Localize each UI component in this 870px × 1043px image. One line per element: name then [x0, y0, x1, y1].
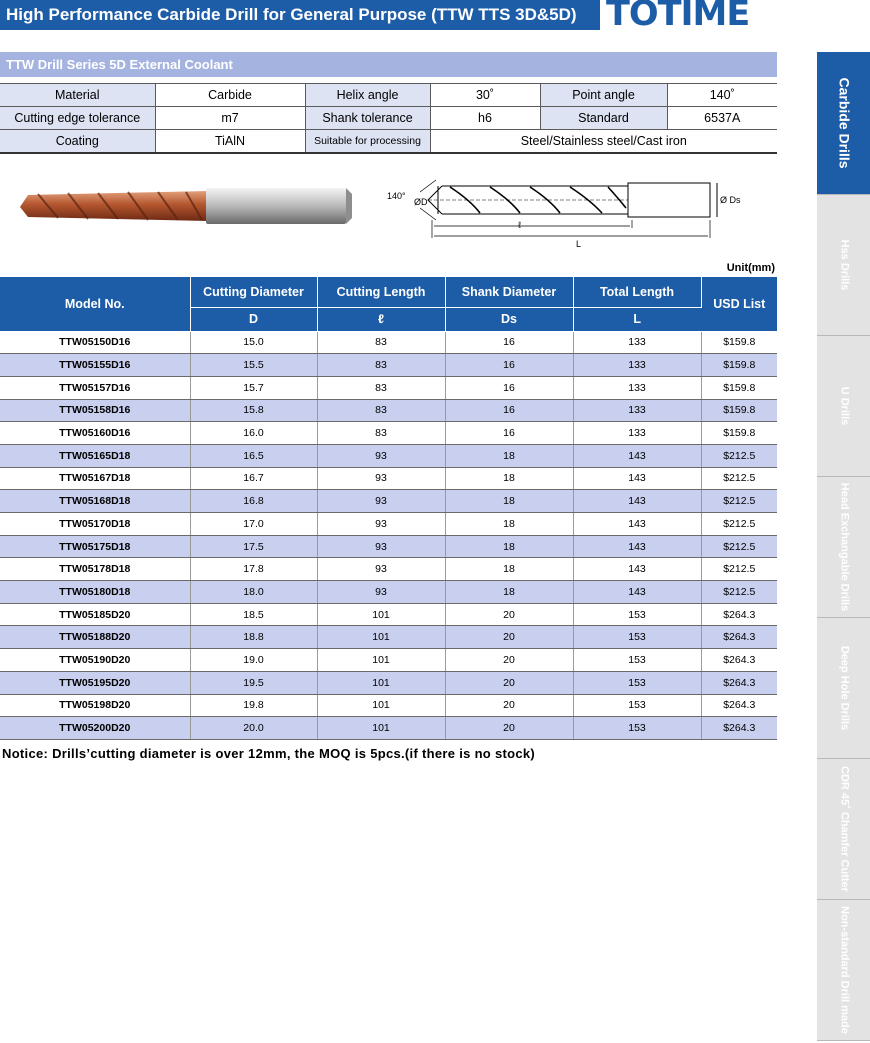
- price-cell: $212.5: [701, 558, 777, 581]
- model-cell: TTW05170D18: [0, 513, 190, 536]
- cutting-diameter-cell: 15.0: [190, 331, 317, 354]
- spec-value: Steel/Stainless steel/Cast iron: [430, 130, 777, 153]
- table-row: [0, 603, 777, 626]
- price-cell: $159.8: [701, 331, 777, 354]
- cutting-length-cell: 93: [317, 581, 445, 604]
- col-symbol-ds: Ds: [445, 307, 573, 331]
- point-angle-label: 140°: [387, 191, 406, 201]
- shank-diameter-cell: 20: [445, 694, 573, 717]
- cutting-length-label: ℓ: [518, 220, 521, 230]
- price-cell: $264.3: [701, 671, 777, 694]
- side-tab[interactable]: [817, 477, 870, 618]
- cutting-diameter-cell: 16.7: [190, 467, 317, 490]
- price-cell: $212.5: [701, 490, 777, 513]
- spec-value: m7: [155, 107, 305, 130]
- cutting-length-cell: 93: [317, 490, 445, 513]
- total-length-cell: 143: [573, 581, 701, 604]
- cutting-diameter-cell: 16.8: [190, 490, 317, 513]
- model-cell: TTW05200D20: [0, 717, 190, 740]
- side-tab-label: CDR 45˚ Chamfer Cutter: [838, 766, 850, 892]
- model-cell: TTW05175D18: [0, 535, 190, 558]
- total-length-cell: 143: [573, 535, 701, 558]
- total-length-cell: 143: [573, 444, 701, 467]
- table-row: [0, 626, 777, 649]
- price-cell: $264.3: [701, 626, 777, 649]
- price-cell: $212.5: [701, 535, 777, 558]
- cutting-length-cell: 93: [317, 535, 445, 558]
- model-cell: TTW05157D16: [0, 376, 190, 399]
- price-cell: $159.8: [701, 354, 777, 377]
- col-symbol-total: L: [573, 307, 701, 331]
- spec-value: TiAlN: [155, 130, 305, 153]
- spec-value: 140˚: [667, 84, 777, 107]
- spec-row: [0, 107, 777, 130]
- cutting-diameter-cell: 18.5: [190, 603, 317, 626]
- spec-value: h6: [430, 107, 540, 130]
- side-tab-label: Carbide Drills: [836, 77, 852, 169]
- spec-label: Helix angle: [305, 84, 430, 107]
- cutting-diameter-cell: 15.5: [190, 354, 317, 377]
- cutting-diameter-cell: 19.0: [190, 649, 317, 672]
- price-cell: $212.5: [701, 467, 777, 490]
- table-row: [0, 354, 777, 377]
- table-row: [0, 694, 777, 717]
- cutting-length-cell: 101: [317, 626, 445, 649]
- shank-diameter-cell: 20: [445, 603, 573, 626]
- spec-table: [0, 83, 777, 154]
- cutting-length-cell: 83: [317, 354, 445, 377]
- cutting-length-cell: 83: [317, 399, 445, 422]
- shank-diameter-cell: 16: [445, 331, 573, 354]
- table-row: [0, 444, 777, 467]
- cutting-diameter-cell: 19.8: [190, 694, 317, 717]
- cutting-diameter-cell: 18.8: [190, 626, 317, 649]
- cutting-length-cell: 83: [317, 422, 445, 445]
- model-cell: TTW05150D16: [0, 331, 190, 354]
- spec-value: 30˚: [430, 84, 540, 107]
- shank-diameter-cell: 16: [445, 399, 573, 422]
- shank-diameter-cell: 18: [445, 535, 573, 558]
- total-length-cell: 143: [573, 558, 701, 581]
- table-row: [0, 399, 777, 422]
- spec-label: Cutting edge tolerance: [0, 107, 155, 130]
- side-tab-label: Non-standard Drill made: [838, 906, 850, 1034]
- shank-diameter-cell: 18: [445, 581, 573, 604]
- cutting-length-cell: 83: [317, 376, 445, 399]
- model-cell: TTW05198D20: [0, 694, 190, 717]
- table-row: [0, 467, 777, 490]
- total-length-cell: 153: [573, 671, 701, 694]
- price-cell: $264.3: [701, 694, 777, 717]
- shank-diameter-cell: 16: [445, 376, 573, 399]
- shank-diameter-cell: 16: [445, 422, 573, 445]
- cutting-length-cell: 93: [317, 558, 445, 581]
- spec-value: 6537A: [667, 107, 777, 130]
- total-length-cell: 133: [573, 399, 701, 422]
- col-header-shank-diameter: Shank Diameter: [445, 277, 573, 307]
- shank-diameter-cell: 20: [445, 649, 573, 672]
- col-symbol-l: ℓ: [317, 307, 445, 331]
- side-tab[interactable]: [817, 336, 870, 477]
- price-cell: $159.8: [701, 422, 777, 445]
- side-tab[interactable]: [817, 759, 870, 900]
- spec-label: Standard: [540, 107, 667, 130]
- table-row: [0, 376, 777, 399]
- total-length-cell: 133: [573, 331, 701, 354]
- table-row: [0, 535, 777, 558]
- price-cell: $159.8: [701, 376, 777, 399]
- side-tab[interactable]: [817, 195, 870, 336]
- model-cell: TTW05160D16: [0, 422, 190, 445]
- table-row: [0, 671, 777, 694]
- model-cell: TTW05155D16: [0, 354, 190, 377]
- table-row: [0, 422, 777, 445]
- total-length-cell: 153: [573, 626, 701, 649]
- cutting-diameter-cell: 18.0: [190, 581, 317, 604]
- total-length-cell: 153: [573, 717, 701, 740]
- col-symbol-d: D: [190, 307, 317, 331]
- spec-label: Suitable for processing: [305, 130, 430, 153]
- side-tab-label: U Drills: [838, 386, 850, 426]
- moq-notice: Notice: Drills’cutting diameter is over 12mm, the MOQ is 5pcs.(if there is no stock): [2, 746, 536, 761]
- total-length-cell: 153: [573, 649, 701, 672]
- cutting-diameter-cell: 17.8: [190, 558, 317, 581]
- model-cell: TTW05178D18: [0, 558, 190, 581]
- cutting-diameter-cell: 16.5: [190, 444, 317, 467]
- section-title: TTW Drill Series 5D External Coolant: [0, 52, 777, 77]
- total-length-cell: 153: [573, 603, 701, 626]
- col-header-cutting-diameter: Cutting Diameter: [190, 277, 317, 307]
- cutting-diameter-cell: 16.0: [190, 422, 317, 445]
- cutting-length-cell: 101: [317, 649, 445, 672]
- price-cell: $264.3: [701, 649, 777, 672]
- table-row: [0, 717, 777, 740]
- cutting-length-cell: 101: [317, 671, 445, 694]
- product-table: [0, 277, 777, 740]
- model-cell: TTW05185D20: [0, 603, 190, 626]
- shank-diameter-label: Ø Ds: [720, 195, 741, 205]
- side-category-tabs: [817, 52, 870, 1041]
- totime-logo: TOTIME: [606, 0, 750, 34]
- unit-label: Unit(mm): [726, 262, 775, 274]
- table-row: [0, 558, 777, 581]
- shank-diameter-cell: 18: [445, 513, 573, 536]
- side-tab-label: Deep Hole Drills: [838, 645, 850, 731]
- drill-drawing: [380, 170, 750, 250]
- cutting-length-cell: 93: [317, 467, 445, 490]
- shank-diameter-cell: 18: [445, 467, 573, 490]
- cutting-diameter-cell: 17.0: [190, 513, 317, 536]
- cutting-diameter-cell: 15.8: [190, 399, 317, 422]
- model-cell: TTW05167D18: [0, 467, 190, 490]
- spec-row: [0, 130, 777, 153]
- shank-diameter-cell: 20: [445, 717, 573, 740]
- total-length-cell: 133: [573, 422, 701, 445]
- spec-row: [0, 84, 777, 107]
- shank-diameter-cell: 18: [445, 490, 573, 513]
- side-tab-label: Head Exchangable Drills: [838, 482, 850, 612]
- total-length-cell: 133: [573, 354, 701, 377]
- model-cell: TTW05168D18: [0, 490, 190, 513]
- page-title: High Performance Carbide Drill for General Purpose (TTW TTS 3D&5D): [0, 0, 600, 30]
- total-length-cell: 133: [573, 376, 701, 399]
- spec-value: Carbide: [155, 84, 305, 107]
- price-cell: $212.5: [701, 444, 777, 467]
- col-header-model: Model No.: [0, 277, 190, 331]
- cutting-diameter-cell: 17.5: [190, 535, 317, 558]
- price-cell: $212.5: [701, 513, 777, 536]
- table-row: [0, 513, 777, 536]
- price-cell: $264.3: [701, 717, 777, 740]
- cutting-length-cell: 83: [317, 331, 445, 354]
- model-cell: TTW05180D18: [0, 581, 190, 604]
- model-cell: TTW05195D20: [0, 671, 190, 694]
- total-length-cell: 143: [573, 513, 701, 536]
- cutting-diameter-cell: 20.0: [190, 717, 317, 740]
- side-tab[interactable]: [817, 618, 870, 759]
- shank-diameter-cell: 20: [445, 626, 573, 649]
- model-cell: TTW05165D18: [0, 444, 190, 467]
- spec-label: Shank tolerance: [305, 107, 430, 130]
- model-cell: TTW05190D20: [0, 649, 190, 672]
- shank-diameter-cell: 20: [445, 671, 573, 694]
- side-tab-label: Hss Drills: [838, 239, 850, 291]
- model-cell: TTW05188D20: [0, 626, 190, 649]
- table-row: [0, 581, 777, 604]
- total-length-cell: 143: [573, 490, 701, 513]
- cutting-diameter-cell: 19.5: [190, 671, 317, 694]
- col-header-total-length: Total Length: [573, 277, 701, 307]
- price-cell: $212.5: [701, 581, 777, 604]
- spec-label: Point angle: [540, 84, 667, 107]
- side-tab[interactable]: [817, 900, 870, 1041]
- price-cell: $264.3: [701, 603, 777, 626]
- diameter-label: ØD: [414, 197, 428, 207]
- side-tab[interactable]: [817, 52, 870, 195]
- col-header-cutting-length: Cutting Length: [317, 277, 445, 307]
- shank-diameter-cell: 16: [445, 354, 573, 377]
- shank-diameter-cell: 18: [445, 444, 573, 467]
- drill-photo: [18, 180, 358, 230]
- table-row: [0, 331, 777, 354]
- shank-diameter-cell: 18: [445, 558, 573, 581]
- cutting-length-cell: 101: [317, 694, 445, 717]
- total-length-cell: 153: [573, 694, 701, 717]
- col-header-price: USD List: [701, 277, 777, 331]
- cutting-length-cell: 101: [317, 603, 445, 626]
- cutting-length-cell: 101: [317, 717, 445, 740]
- price-cell: $159.8: [701, 399, 777, 422]
- table-row: [0, 490, 777, 513]
- table-row: [0, 649, 777, 672]
- cutting-diameter-cell: 15.7: [190, 376, 317, 399]
- cutting-length-cell: 93: [317, 513, 445, 536]
- spec-label: Material: [0, 84, 155, 107]
- model-cell: TTW05158D16: [0, 399, 190, 422]
- cutting-length-cell: 93: [317, 444, 445, 467]
- total-length-cell: 143: [573, 467, 701, 490]
- spec-label: Coating: [0, 130, 155, 153]
- total-length-label: L: [576, 239, 582, 249]
